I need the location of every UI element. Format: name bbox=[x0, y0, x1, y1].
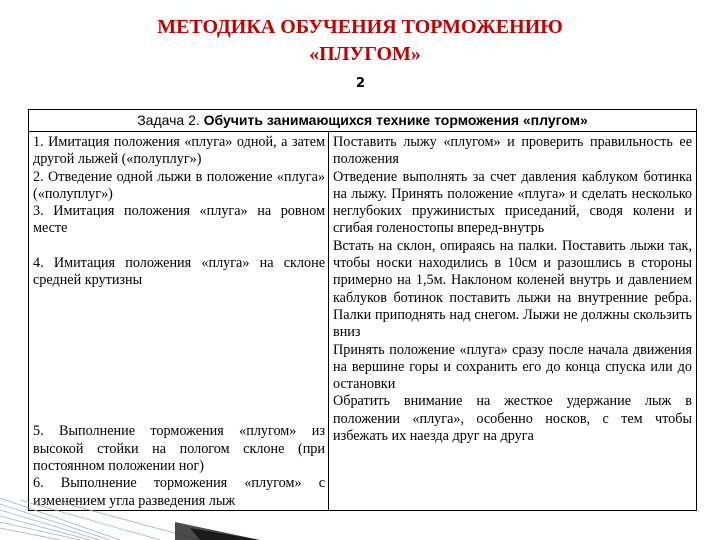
methodology-table bbox=[28, 109, 697, 511]
instructions-column bbox=[329, 132, 696, 510]
exercise-6: 6. Выполнение торможения «плугом» с изменением угла разведения лыж bbox=[33, 475, 325, 509]
instruction-4: Принять положение «плуга» сразу после начала движения на вершине горы и сохранить его до конца спуска или до остановки bbox=[333, 341, 692, 393]
task-title: Обучить занимающихся технике торможения «плугом» bbox=[203, 112, 588, 128]
exercise-1: 1. Имитация положения «плуга» одной, а затем другой лыжей («полуплуг») bbox=[33, 134, 325, 168]
exercise-4: 4. Имитация положения «плуга» на склоне средней крутизны bbox=[33, 254, 325, 289]
instruction-1: Поставить лыжу «плугом» и проверить правильность ее положения bbox=[333, 134, 692, 168]
exercise-2: 2. Отведение одной лыжи в положение «плуга» («полуплуг») bbox=[33, 168, 325, 202]
exercise-5: 5. Выполнение торможения «плугом» из высокой стойки на пологом склоне (при постоянном положении ног) bbox=[33, 423, 325, 474]
exercise-3: 3. Имитация положения «плуга» на ровном месте bbox=[33, 203, 325, 237]
slide-title-line-2: «ПЛУГОМ» bbox=[309, 43, 421, 65]
task-label: Задача 2. bbox=[137, 112, 204, 128]
instruction-5: Обратить внимание на жесткое удержание лыж в положении «плуга», особенно носков, с тем чтобы избежать их наезда друг на друга bbox=[333, 393, 692, 445]
exercises-column bbox=[29, 132, 329, 510]
instruction-2: Отведение выполнять за счет давления каблуком ботинка на лыжу. Принять положение «плуга» и сделать несколько неглубоких пружинистых приседаний, сводя колени и сгибая голеностопы вперед-внутрь bbox=[333, 168, 692, 237]
task-header bbox=[29, 110, 696, 132]
slide-title bbox=[0, 14, 720, 68]
slide-number: 2 bbox=[356, 76, 366, 91]
slide-title-line-1: МЕТОДИКА ОБУЧЕНИЯ ТОРМОЖЕНИЮ bbox=[157, 16, 563, 38]
instruction-3: Встать на склон, опираясь на палки. Поставить лыжи так, чтобы носки находились в 10см и разошлись в стороны примерно на 1,5м. Наклоном коленей внутрь и давлением каблуков ботинок поставить лыжи на внутренние ребра. Палки приподнять над снегом. Лыжи не должны скользить вниз bbox=[333, 237, 692, 341]
